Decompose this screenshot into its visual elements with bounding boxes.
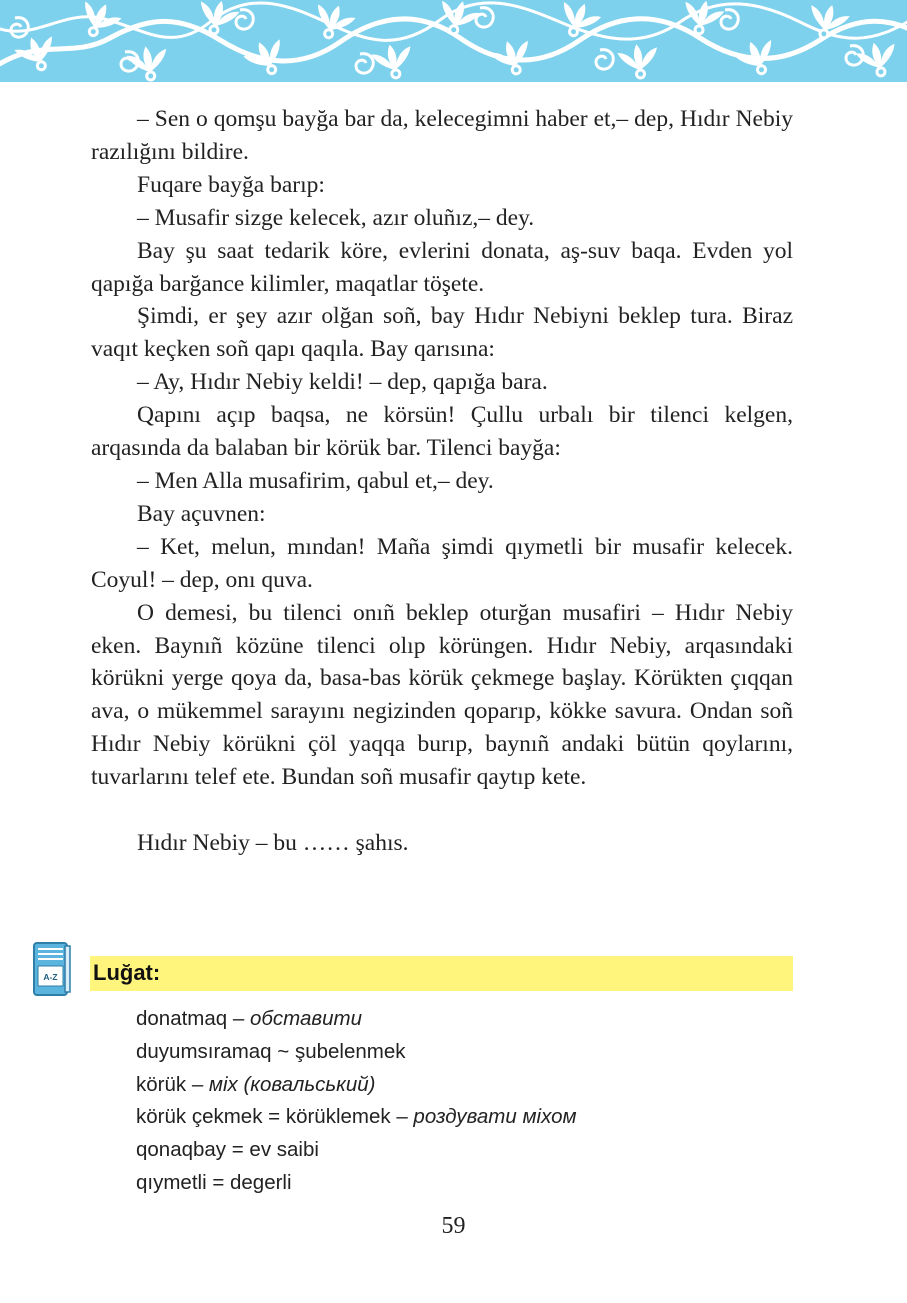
- story-paragraph: – Men Alla musafirim, qabul et,– dey.: [137, 467, 494, 494]
- vocabulary-term: qonaqbay = ev saibi: [136, 1138, 319, 1162]
- story-paragraph: – Ket, melun, mından! Maña şimdi qıymetli bir musafir kelecek. Coyul! – dep, onı quva.: [91, 533, 793, 593]
- dictionary-book-icon: [32, 940, 72, 997]
- exercise-prompt: Hıdır Nebiy – bu …… şahıs.: [137, 830, 409, 857]
- vocabulary-term: körük çekmek = körüklemek –: [136, 1105, 414, 1129]
- story-paragraph: Qapını açıp baqsa, ne körsün! Çullu urbalı bir tilenci kelgen, arqasında da balaban bir körük bar. Tilenci bayğa:: [91, 402, 793, 462]
- vocabulary-entry: [136, 1167, 577, 1200]
- dictionary-icon-label: A-Z: [43, 972, 58, 982]
- story-paragraph: Fuqare bayğa barıp:: [137, 171, 325, 198]
- story-text: [91, 103, 793, 860]
- story-paragraph: Bay şu saat tedarik köre, evlerini donata, aş-suv baqa. Evden yol qapığa barğance kilimler, maqatlar töşete.: [91, 237, 793, 297]
- vocabulary-translation: обставити: [249, 1007, 362, 1030]
- story-paragraph: O demesi, bu tilenci onıñ beklep oturğan musafiri – Hıdır Nebiy eken. Baynıñ közüne tilenci olıp körüngen. Hıdır Nebiy, arqasındaki körükni yerge qoya da, basa-bas körük çekmege başlay. Körükten çıqqan ava, o mükemmel sarayını negizinden qoparıp, kökke savura. Ondan soñ Hıdır Nebiy körükni çöl yaqqa burıp, baynıñ andaki bütün qoylarını, tuvarlarını telef ete. Bundan soñ musafir qaytıp kete.: [91, 599, 793, 791]
- floral-ornament-icon: [0, 0, 907, 82]
- vocabulary-entry: [136, 1101, 577, 1134]
- story-paragraph: Bay açuvnen:: [137, 500, 266, 527]
- story-paragraph: – Musafir sizge kelecek, azır oluñız,– dey.: [137, 204, 535, 231]
- vocabulary-entry: [136, 1036, 577, 1069]
- vocabulary-entry: [136, 1003, 577, 1036]
- story-paragraph: – Sen o qomşu bayğa bar da, kelecegimni haber et,– dep, Hıdır Nebiy razılığını bildire.: [91, 106, 793, 165]
- vocabulary-highlight-bar: [90, 956, 793, 991]
- decorative-floral-banner: [0, 0, 907, 82]
- vocabulary-entry: [136, 1134, 577, 1167]
- vocabulary-term: donatmaq –: [136, 1007, 250, 1030]
- vocabulary-term: körük –: [136, 1072, 209, 1096]
- story-paragraph: Şimdi, er şey azır olğan soñ, bay Hıdır Nebiyni beklep tura. Biraz vaqıt keçken soñ qapı qaqıla. Bay qarısına:: [91, 303, 793, 363]
- vocabulary-translation: роздувати міхом: [413, 1105, 577, 1129]
- vocabulary-term: duyumsıramaq ~ şubelenmek: [136, 1039, 406, 1063]
- story-paragraph: – Ay, Hıdır Nebiy keldi! – dep, qapığa bara.: [137, 369, 548, 396]
- vocabulary-entry: [136, 1069, 577, 1102]
- vocabulary-list: [136, 1003, 577, 1200]
- vocabulary-term: qıymetli = degerli: [136, 1170, 292, 1194]
- page-number: 59: [441, 1213, 466, 1239]
- vocabulary-translation: міх (ковальський): [208, 1072, 376, 1096]
- vocabulary-title: Luğat:: [93, 960, 161, 985]
